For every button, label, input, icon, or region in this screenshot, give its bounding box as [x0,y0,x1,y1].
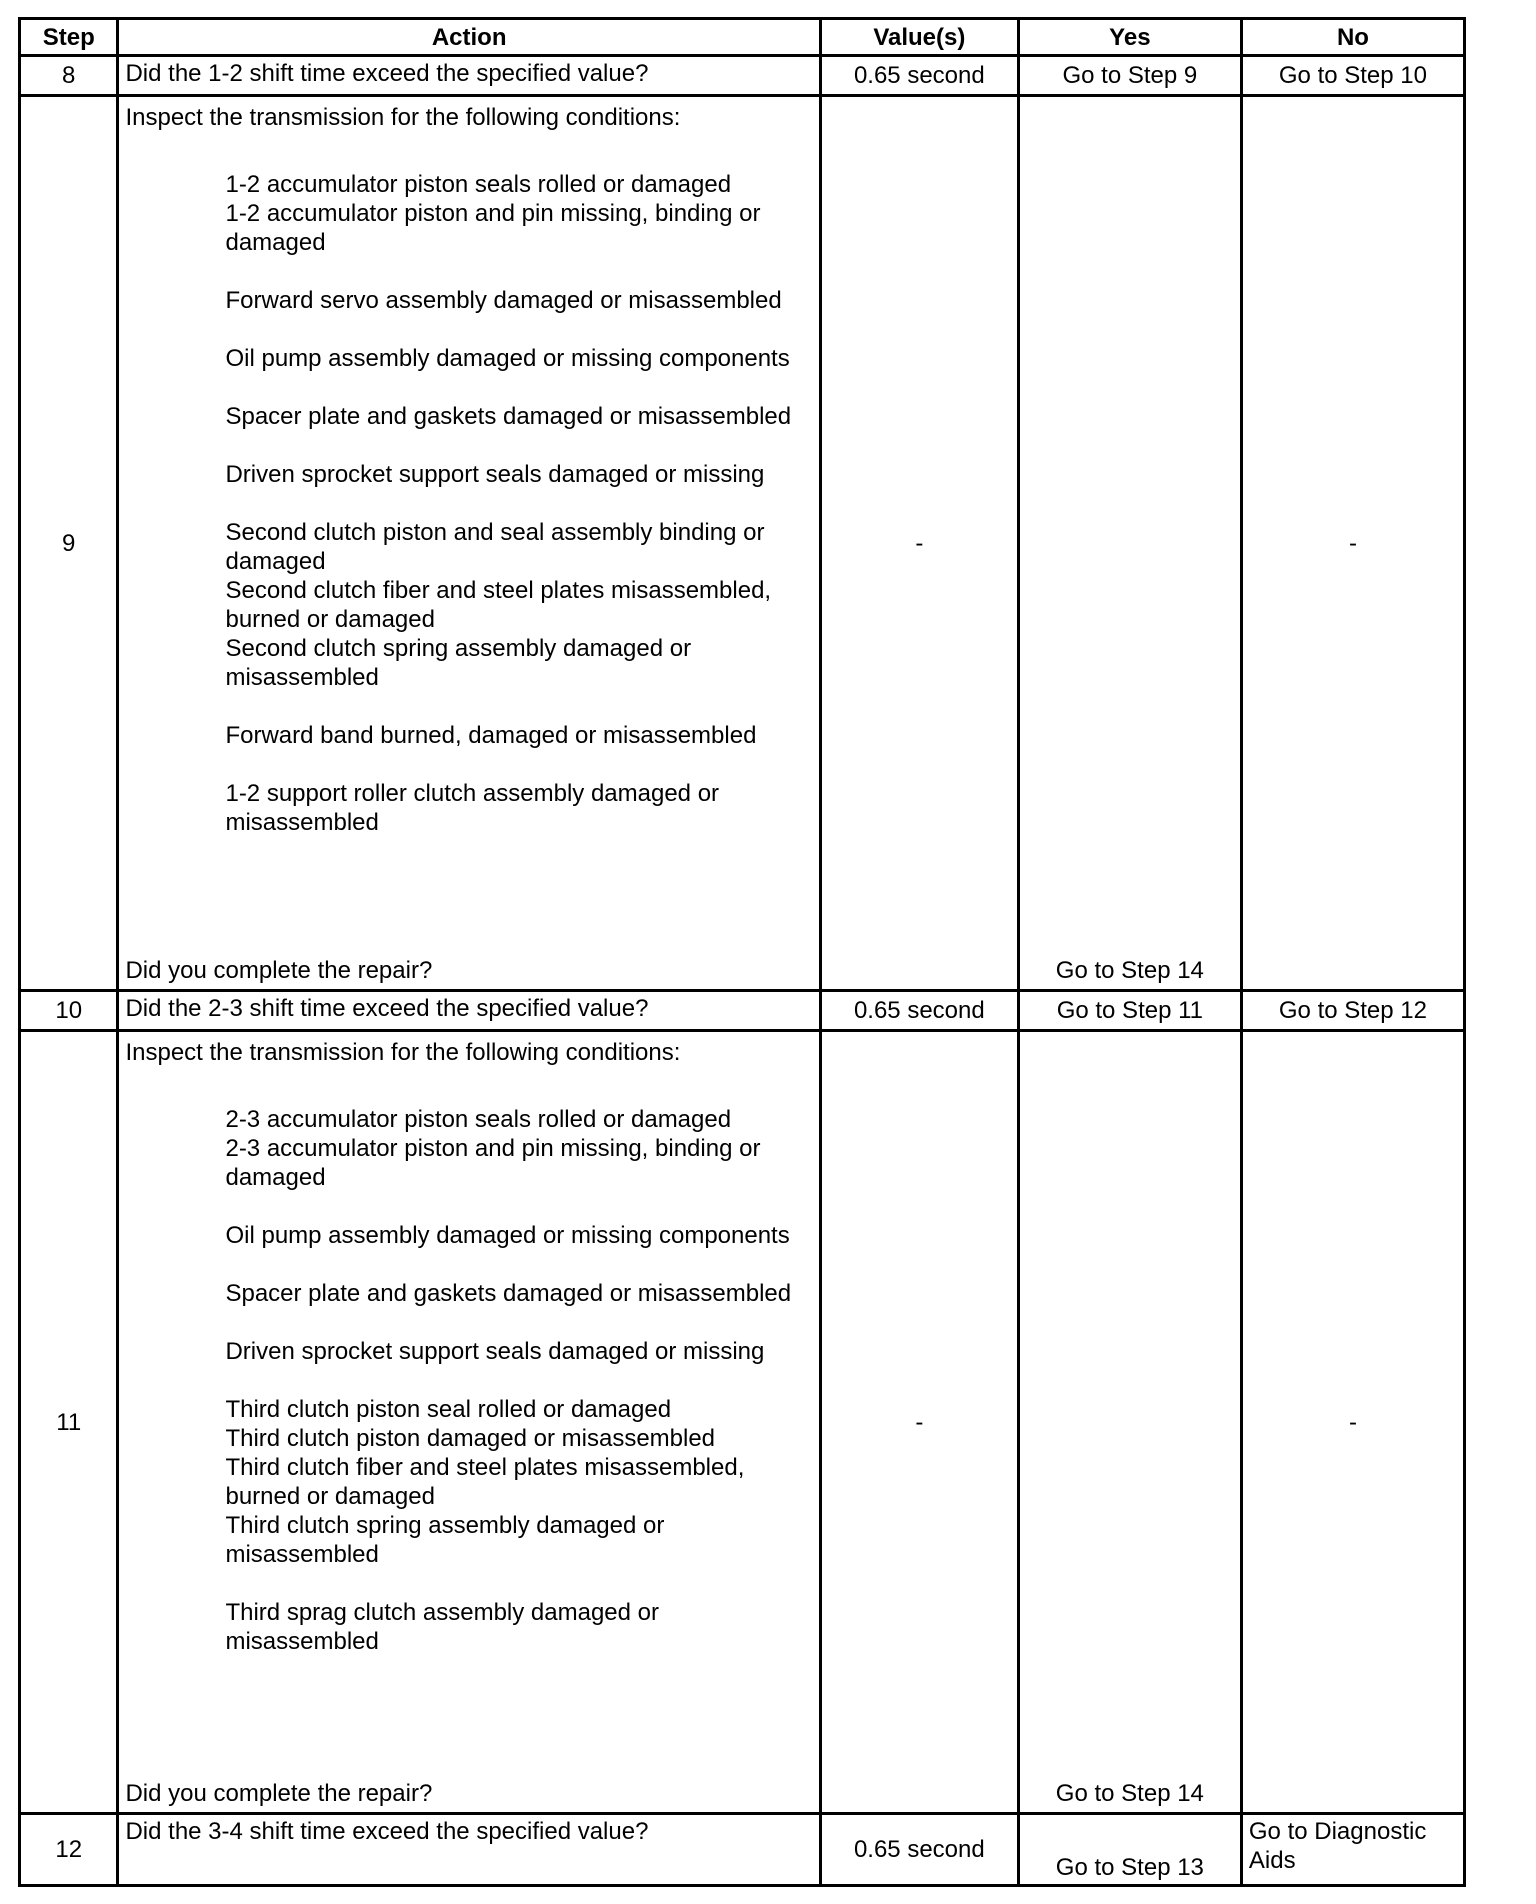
header-values: Value(s) [820,19,1018,56]
header-step: Step [20,19,118,56]
list-item: 1-2 accumulator piston seals rolled or damaged [225,171,732,198]
list-item: 1-2 support roller clutch assembly damaged or misassembled [225,780,720,836]
step-number: 8 [20,56,118,96]
yes-cell: Go to Step 14 [1018,96,1241,991]
header-yes: Yes [1018,19,1241,56]
header-action: Action [118,19,820,56]
table-row-step-8 [20,56,1465,96]
step-number: 10 [20,991,118,1031]
list-item: Oil pump assembly damaged or missing components [225,1222,790,1249]
table-row-step-10 [20,991,1465,1031]
diagnostic-table [18,17,1466,1887]
no-cell: Go to Step 12 [1241,991,1464,1031]
yes-cell: Go to Step 14 [1018,1031,1241,1814]
list-item: 2-3 accumulator piston and pin missing, binding or damaged [225,1135,761,1191]
action-text: Did the 3-4 shift time exceed the specified value? [118,1814,820,1886]
value-cell: - [820,96,1018,991]
list-item: Second clutch spring assembly damaged or misassembled [225,635,692,691]
list-item: 1-2 accumulator piston and pin missing, binding or damaged [225,200,761,256]
list-item: Third clutch spring assembly damaged or misassembled [225,1512,665,1568]
no-cell: - [1241,96,1464,991]
list-item: Spacer plate and gaskets damaged or misassembled [225,1280,792,1307]
action-text: Did the 2-3 shift time exceed the specified value? [118,991,820,1031]
list-item: 2-3 accumulator piston seals rolled or damaged [225,1106,732,1133]
list-item: Driven sprocket support seals damaged or missing [225,1338,765,1365]
value-cell: - [820,1031,1018,1814]
table-row-step-12 [20,1814,1465,1886]
list-item: Third clutch piston seal rolled or damaged [225,1396,672,1423]
list-item: Spacer plate and gaskets damaged or misassembled [225,403,792,430]
repair-question: Did you complete the repair? [125,1780,433,1807]
list-item: Second clutch fiber and steel plates misassembled, burned or damaged [225,577,772,633]
condition-list [125,170,812,837]
condition-list [125,1105,812,1656]
no-cell: - [1241,1031,1464,1814]
list-item: Third clutch piston damaged or misassembled [225,1425,716,1452]
step-number: 12 [20,1814,118,1886]
value-cell: 0.65 second [820,991,1018,1031]
inspect-intro: Inspect the transmission for the following conditions: [125,1039,681,1066]
yes-cell: Go to Step 13 [1018,1814,1241,1886]
action-cell [118,96,820,991]
yes-cell: Go to Step 9 [1018,56,1241,96]
step-number: 9 [20,96,118,991]
list-item: Forward band burned, damaged or misassembled [225,722,757,749]
inspect-intro: Inspect the transmission for the following conditions: [125,104,681,131]
list-item: Oil pump assembly damaged or missing components [225,345,790,372]
list-item: Forward servo assembly damaged or misassembled [225,287,782,314]
repair-question: Did you complete the repair? [125,957,433,984]
value-cell: 0.65 second [820,1814,1018,1886]
step-number: 11 [20,1031,118,1814]
value-cell: 0.65 second [820,56,1018,96]
no-cell: Go to Step 10 [1241,56,1464,96]
table-row-step-9 [20,96,1465,991]
list-item: Driven sprocket support seals damaged or missing [225,461,765,488]
action-text: Did the 1-2 shift time exceed the specified value? [118,56,820,96]
list-item: Second clutch piston and seal assembly binding or damaged [225,519,765,575]
list-item: Third sprag clutch assembly damaged or misassembled [225,1599,660,1655]
table-row-step-11 [20,1031,1465,1814]
no-cell: Go to Diagnostic Aids [1241,1814,1464,1886]
list-item: Third clutch fiber and steel plates misassembled, burned or damaged [225,1454,745,1510]
action-cell [118,1031,820,1814]
yes-cell: Go to Step 11 [1018,991,1241,1031]
header-row [20,19,1465,56]
header-no: No [1241,19,1464,56]
